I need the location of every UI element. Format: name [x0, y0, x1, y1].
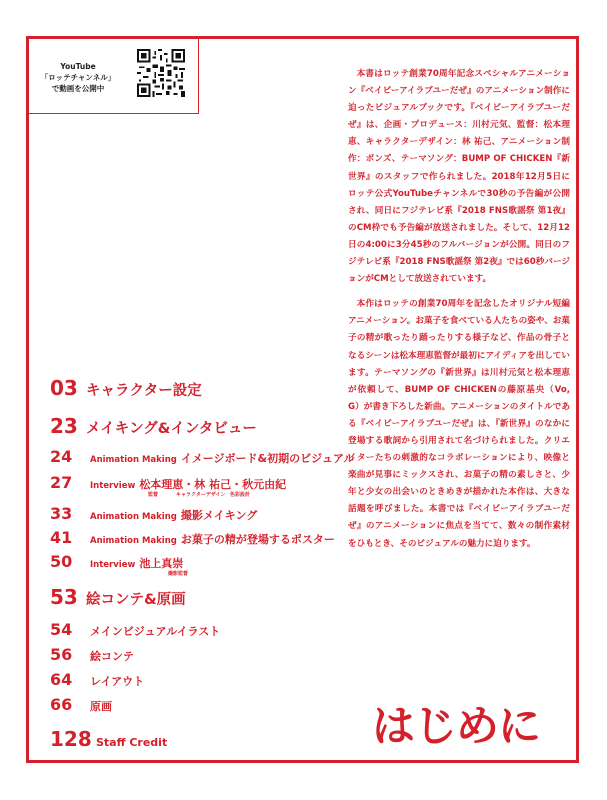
toc-role-label: キャラクターデザイン [176, 492, 226, 498]
toc-title: お菓子の精が登場するポスター [180, 533, 335, 546]
toc-page-number: 24 [50, 447, 73, 466]
toc-subtitle: Interview [90, 481, 136, 491]
toc-page-number: 53 [50, 585, 78, 609]
toc-item[interactable] [50, 504, 257, 523]
toc-item[interactable] [50, 376, 202, 400]
toc-page-number: 66 [50, 695, 73, 714]
toc-page-number: 33 [50, 504, 73, 523]
toc-title: イメージボード&初期のビジュアル [180, 452, 355, 465]
qr-caption-line1: YouTube [60, 62, 96, 71]
toc-title: キャラクター設定 [86, 383, 202, 399]
toc-page-number: 56 [50, 645, 73, 664]
toc-item[interactable] [50, 620, 220, 639]
toc-subtitle: Interview [90, 560, 136, 570]
intro-paragraph-1: 本書はロッテ創業70周年記念スペシャルアニメーション『ベイビーアイラブユーだぜ』のアニメーション制作に迫ったビジュアルブックです。『ベイビーアイラブユーだぜ』は、企画・プロデュース：川村元気、監督：松本理恵、キャラクターデザイン：林 祐己、アニメーション制作：ボンズ、テーマソング：BUMP OF CHICKEN『新世界』のスタッフで作られました。2018年12月5日にロッテ公式YouTubeチャンネルで30秒の予告編が公開され、同日にフジテレビ系『2018 FNS歌謡祭 第1夜』のCM枠でも予告編が放送されました。そして、12月12日の4:00に3分45秒のフルバージョンが公開。同日のフジテレビ系『2018 FNS歌謡祭 第2夜』では60秒バージョンがCMとして放送されています。 [348, 69, 570, 285]
toc-item[interactable] [50, 585, 186, 609]
qr-caption-line3: で動画を公開中 [51, 84, 105, 93]
toc-page-number: 03 [50, 376, 78, 400]
qr-code-icon[interactable] [137, 49, 185, 97]
toc-role-label: 色彩設計 [230, 492, 251, 498]
toc-page-number: 41 [50, 528, 73, 547]
toc-title: 絵コンテ [90, 650, 134, 663]
toc-item[interactable] [50, 528, 335, 547]
toc-page-number: 54 [50, 620, 73, 639]
toc-item[interactable] [50, 727, 167, 751]
qr-panel [29, 39, 199, 114]
intro-paragraph-2: 本作はロッテの創業70周年を記念したオリジナル短編アニメーション。お菓子を食べている人たちの姿や、お菓子の精が歌ったり踊ったりする様子など、作品の骨子となるシーンは松本理恵監督が最初にアイディアを出しています。テーマソングの『新世界』は川村元気と松本理恵が依頼して、BUMP OF CHICKENの藤原基央（Vo, G）が書き下ろした新曲。アニメーションのタイトルである『ベイビーアイラブユーだぜ』は、『新世界』のなかに登場する歌詞から引用されて名づけられました。クリエイターたちの刺激的なコラボレーションにより、映像と楽曲が見事にミックスされ、お菓子の精の素しさと、少年と少女の出会いのときめきが描かれた本作は、大きな話題を呼びました。本書では『ベイビーアイラブユーだぜ』のアニメーションに焦点を当てて、数々の制作素材をひもとき、そのビジュアルの魅力に迫ります。 [348, 299, 570, 549]
toc-subtitle: Animation Making [90, 536, 177, 546]
toc-title: 絵コンテ&原画 [86, 592, 186, 608]
toc-item[interactable] [50, 670, 144, 689]
toc-page-number: 23 [50, 414, 78, 438]
toc-item[interactable] [50, 473, 286, 492]
toc-item[interactable] [50, 414, 257, 438]
intro-text [348, 66, 570, 561]
toc-subtitle: Animation Making [90, 455, 177, 465]
toc-title: 原画 [90, 700, 112, 713]
toc-item[interactable] [50, 447, 354, 466]
toc-title: 池上真崇 [139, 557, 184, 570]
toc-page-number: 128 [50, 727, 92, 751]
toc-title: 松本理恵・林 祐己・秋元由紀 [139, 478, 287, 491]
toc-title: 撮影メイキング [180, 509, 258, 522]
toc-page-number: 50 [50, 552, 73, 571]
qr-caption [35, 61, 121, 94]
toc-title: Staff Credit [96, 736, 168, 749]
toc-item[interactable] [50, 645, 134, 664]
toc-item[interactable] [50, 695, 112, 714]
toc-role-label: 撮影監督 [168, 571, 189, 577]
toc-subtitle: Animation Making [90, 512, 177, 522]
toc-page-number: 64 [50, 670, 73, 689]
toc-title: レイアウト [90, 675, 145, 688]
toc-title: メインビジュアルイラスト [90, 625, 221, 638]
toc-page-number: 27 [50, 473, 73, 492]
qr-caption-line2: 「ロッテチャンネル」 [40, 73, 116, 82]
page-headline: はじめに [372, 702, 540, 752]
toc-role-label: 監督 [148, 492, 159, 498]
toc-title: メイキング&インタビュー [86, 421, 257, 437]
toc-item[interactable] [50, 552, 183, 571]
